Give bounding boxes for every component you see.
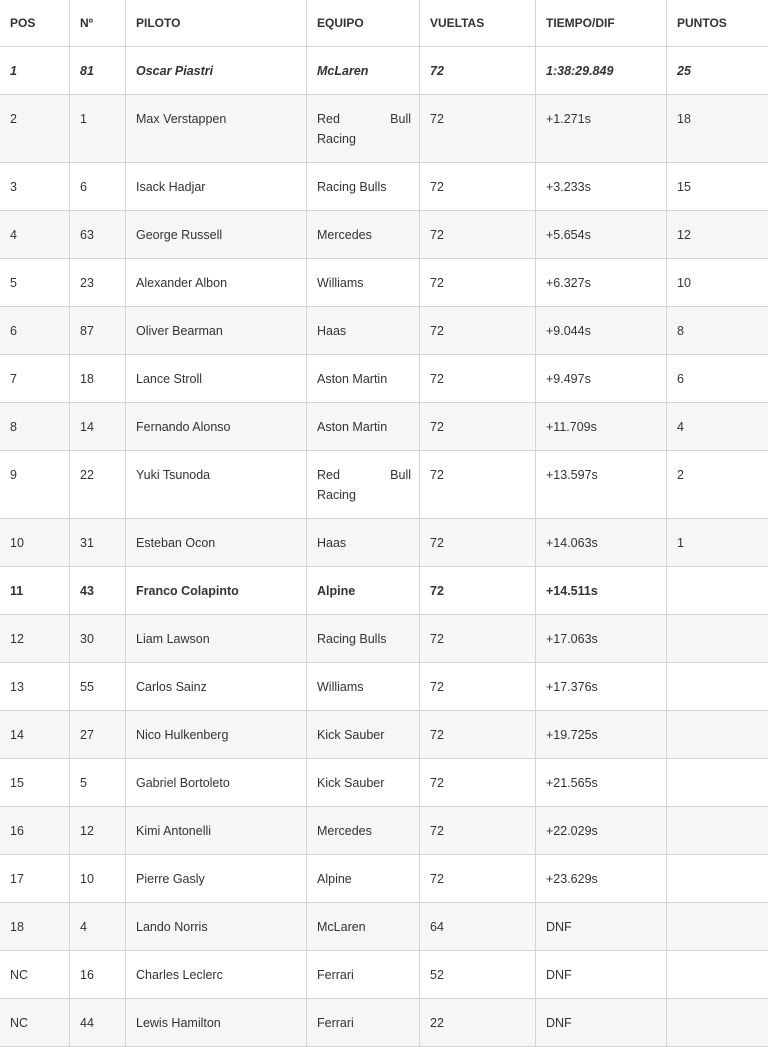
cell-team: Red Bull Racing [307, 95, 420, 163]
cell-number: 43 [70, 567, 126, 615]
cell-team: Alpine [307, 855, 420, 903]
cell-team: Racing Bulls [307, 163, 420, 211]
cell-laps: 72 [420, 615, 536, 663]
cell-number: 4 [70, 903, 126, 951]
cell-laps: 72 [420, 759, 536, 807]
cell-laps: 72 [420, 47, 536, 95]
cell-number: 55 [70, 663, 126, 711]
cell-laps: 72 [420, 163, 536, 211]
cell-driver: Liam Lawson [126, 615, 307, 663]
cell-laps: 72 [420, 259, 536, 307]
table-row [0, 999, 768, 1047]
cell-laps: 64 [420, 903, 536, 951]
cell-number: 23 [70, 259, 126, 307]
cell-points [667, 663, 768, 711]
cell-number: 12 [70, 807, 126, 855]
cell-driver: Kimi Antonelli [126, 807, 307, 855]
cell-points: 8 [667, 307, 768, 355]
cell-number: 31 [70, 519, 126, 567]
cell-team: McLaren [307, 47, 420, 95]
cell-points: 1 [667, 519, 768, 567]
cell-points [667, 999, 768, 1047]
cell-points [667, 711, 768, 759]
cell-pos: 14 [0, 711, 70, 759]
cell-number: 44 [70, 999, 126, 1047]
cell-team: Ferrari [307, 999, 420, 1047]
cell-pos: 2 [0, 95, 70, 163]
cell-points [667, 759, 768, 807]
cell-time: +9.044s [536, 307, 667, 355]
table-row [0, 451, 768, 519]
cell-laps: 72 [420, 519, 536, 567]
header-pos: POS [0, 0, 70, 47]
cell-number: 10 [70, 855, 126, 903]
table-row [0, 259, 768, 307]
cell-pos: 18 [0, 903, 70, 951]
header-team: EQUIPO [307, 0, 420, 47]
cell-points: 2 [667, 451, 768, 519]
cell-driver: George Russell [126, 211, 307, 259]
cell-team: Red Bull Racing [307, 451, 420, 519]
cell-driver: Alexander Albon [126, 259, 307, 307]
cell-time: +9.497s [536, 355, 667, 403]
cell-number: 6 [70, 163, 126, 211]
cell-laps: 72 [420, 807, 536, 855]
header-time: TIEMPO/DIF [536, 0, 667, 47]
cell-time: +23.629s [536, 855, 667, 903]
cell-time: +22.029s [536, 807, 667, 855]
cell-laps: 22 [420, 999, 536, 1047]
table-row [0, 403, 768, 451]
cell-pos: 1 [0, 47, 70, 95]
cell-number: 16 [70, 951, 126, 999]
table-row [0, 711, 768, 759]
cell-points: 18 [667, 95, 768, 163]
cell-number: 1 [70, 95, 126, 163]
cell-pos: 5 [0, 259, 70, 307]
cell-driver: Oscar Piastri [126, 47, 307, 95]
cell-driver: Lewis Hamilton [126, 999, 307, 1047]
table-row [0, 663, 768, 711]
header-number: Nº [70, 0, 126, 47]
cell-laps: 72 [420, 95, 536, 163]
cell-points [667, 855, 768, 903]
cell-team: Williams [307, 663, 420, 711]
cell-team: Williams [307, 259, 420, 307]
cell-time: +17.376s [536, 663, 667, 711]
cell-points [667, 615, 768, 663]
cell-team: Haas [307, 519, 420, 567]
cell-pos: 9 [0, 451, 70, 519]
cell-time: +21.565s [536, 759, 667, 807]
cell-points: 6 [667, 355, 768, 403]
cell-team: Haas [307, 307, 420, 355]
cell-points [667, 903, 768, 951]
table-row [0, 615, 768, 663]
cell-number: 81 [70, 47, 126, 95]
cell-pos: 11 [0, 567, 70, 615]
cell-driver: Gabriel Bortoleto [126, 759, 307, 807]
table-row [0, 519, 768, 567]
cell-time: +11.709s [536, 403, 667, 451]
cell-driver: Lando Norris [126, 903, 307, 951]
table-row [0, 759, 768, 807]
cell-time: +14.511s [536, 567, 667, 615]
table-row [0, 95, 768, 163]
table-row [0, 567, 768, 615]
cell-time: +1.271s [536, 95, 667, 163]
cell-number: 22 [70, 451, 126, 519]
cell-driver: Fernando Alonso [126, 403, 307, 451]
cell-team: Mercedes [307, 807, 420, 855]
cell-laps: 72 [420, 855, 536, 903]
cell-driver: Lance Stroll [126, 355, 307, 403]
cell-pos: 4 [0, 211, 70, 259]
cell-pos: NC [0, 999, 70, 1047]
cell-pos: 7 [0, 355, 70, 403]
table-row [0, 855, 768, 903]
cell-time: DNF [536, 903, 667, 951]
cell-number: 14 [70, 403, 126, 451]
header-laps: VUELTAS [420, 0, 536, 47]
cell-points: 10 [667, 259, 768, 307]
table-row [0, 951, 768, 999]
cell-driver: Franco Colapinto [126, 567, 307, 615]
table-row [0, 807, 768, 855]
table-header-row [0, 0, 768, 47]
cell-laps: 52 [420, 951, 536, 999]
cell-points [667, 567, 768, 615]
cell-team: Kick Sauber [307, 711, 420, 759]
cell-driver: Charles Leclerc [126, 951, 307, 999]
cell-driver: Nico Hulkenberg [126, 711, 307, 759]
cell-team: Alpine [307, 567, 420, 615]
cell-points: 25 [667, 47, 768, 95]
cell-team: Mercedes [307, 211, 420, 259]
cell-laps: 72 [420, 211, 536, 259]
cell-driver: Oliver Bearman [126, 307, 307, 355]
cell-time: DNF [536, 951, 667, 999]
cell-driver: Pierre Gasly [126, 855, 307, 903]
cell-number: 87 [70, 307, 126, 355]
cell-laps: 72 [420, 451, 536, 519]
cell-pos: 8 [0, 403, 70, 451]
cell-driver: Max Verstappen [126, 95, 307, 163]
cell-team: Racing Bulls [307, 615, 420, 663]
cell-time: +5.654s [536, 211, 667, 259]
table-row [0, 47, 768, 95]
cell-points: 4 [667, 403, 768, 451]
cell-driver: Yuki Tsunoda [126, 451, 307, 519]
cell-pos: 6 [0, 307, 70, 355]
cell-laps: 72 [420, 711, 536, 759]
cell-pos: NC [0, 951, 70, 999]
cell-points [667, 807, 768, 855]
table-row [0, 355, 768, 403]
cell-pos: 12 [0, 615, 70, 663]
cell-time: DNF [536, 999, 667, 1047]
cell-pos: 3 [0, 163, 70, 211]
cell-pos: 15 [0, 759, 70, 807]
cell-number: 63 [70, 211, 126, 259]
cell-number: 5 [70, 759, 126, 807]
cell-time: +14.063s [536, 519, 667, 567]
cell-laps: 72 [420, 663, 536, 711]
cell-number: 18 [70, 355, 126, 403]
cell-pos: 10 [0, 519, 70, 567]
cell-driver: Carlos Sainz [126, 663, 307, 711]
cell-time: +6.327s [536, 259, 667, 307]
cell-team: Kick Sauber [307, 759, 420, 807]
cell-time: +19.725s [536, 711, 667, 759]
cell-driver: Isack Hadjar [126, 163, 307, 211]
header-points: PUNTOS [667, 0, 768, 47]
cell-points: 15 [667, 163, 768, 211]
cell-team: Ferrari [307, 951, 420, 999]
cell-time: +3.233s [536, 163, 667, 211]
cell-time: 1:38:29.849 [536, 47, 667, 95]
cell-pos: 17 [0, 855, 70, 903]
cell-laps: 72 [420, 355, 536, 403]
header-driver: PILOTO [126, 0, 307, 47]
cell-laps: 72 [420, 307, 536, 355]
cell-driver: Esteban Ocon [126, 519, 307, 567]
table-row [0, 307, 768, 355]
cell-points: 12 [667, 211, 768, 259]
cell-team: Aston Martin [307, 355, 420, 403]
cell-pos: 16 [0, 807, 70, 855]
cell-team: McLaren [307, 903, 420, 951]
cell-team: Aston Martin [307, 403, 420, 451]
cell-laps: 72 [420, 567, 536, 615]
cell-number: 30 [70, 615, 126, 663]
cell-laps: 72 [420, 403, 536, 451]
table-row [0, 903, 768, 951]
cell-number: 27 [70, 711, 126, 759]
table-row [0, 211, 768, 259]
cell-time: +13.597s [536, 451, 667, 519]
table-row [0, 163, 768, 211]
cell-time: +17.063s [536, 615, 667, 663]
cell-pos: 13 [0, 663, 70, 711]
cell-points [667, 951, 768, 999]
